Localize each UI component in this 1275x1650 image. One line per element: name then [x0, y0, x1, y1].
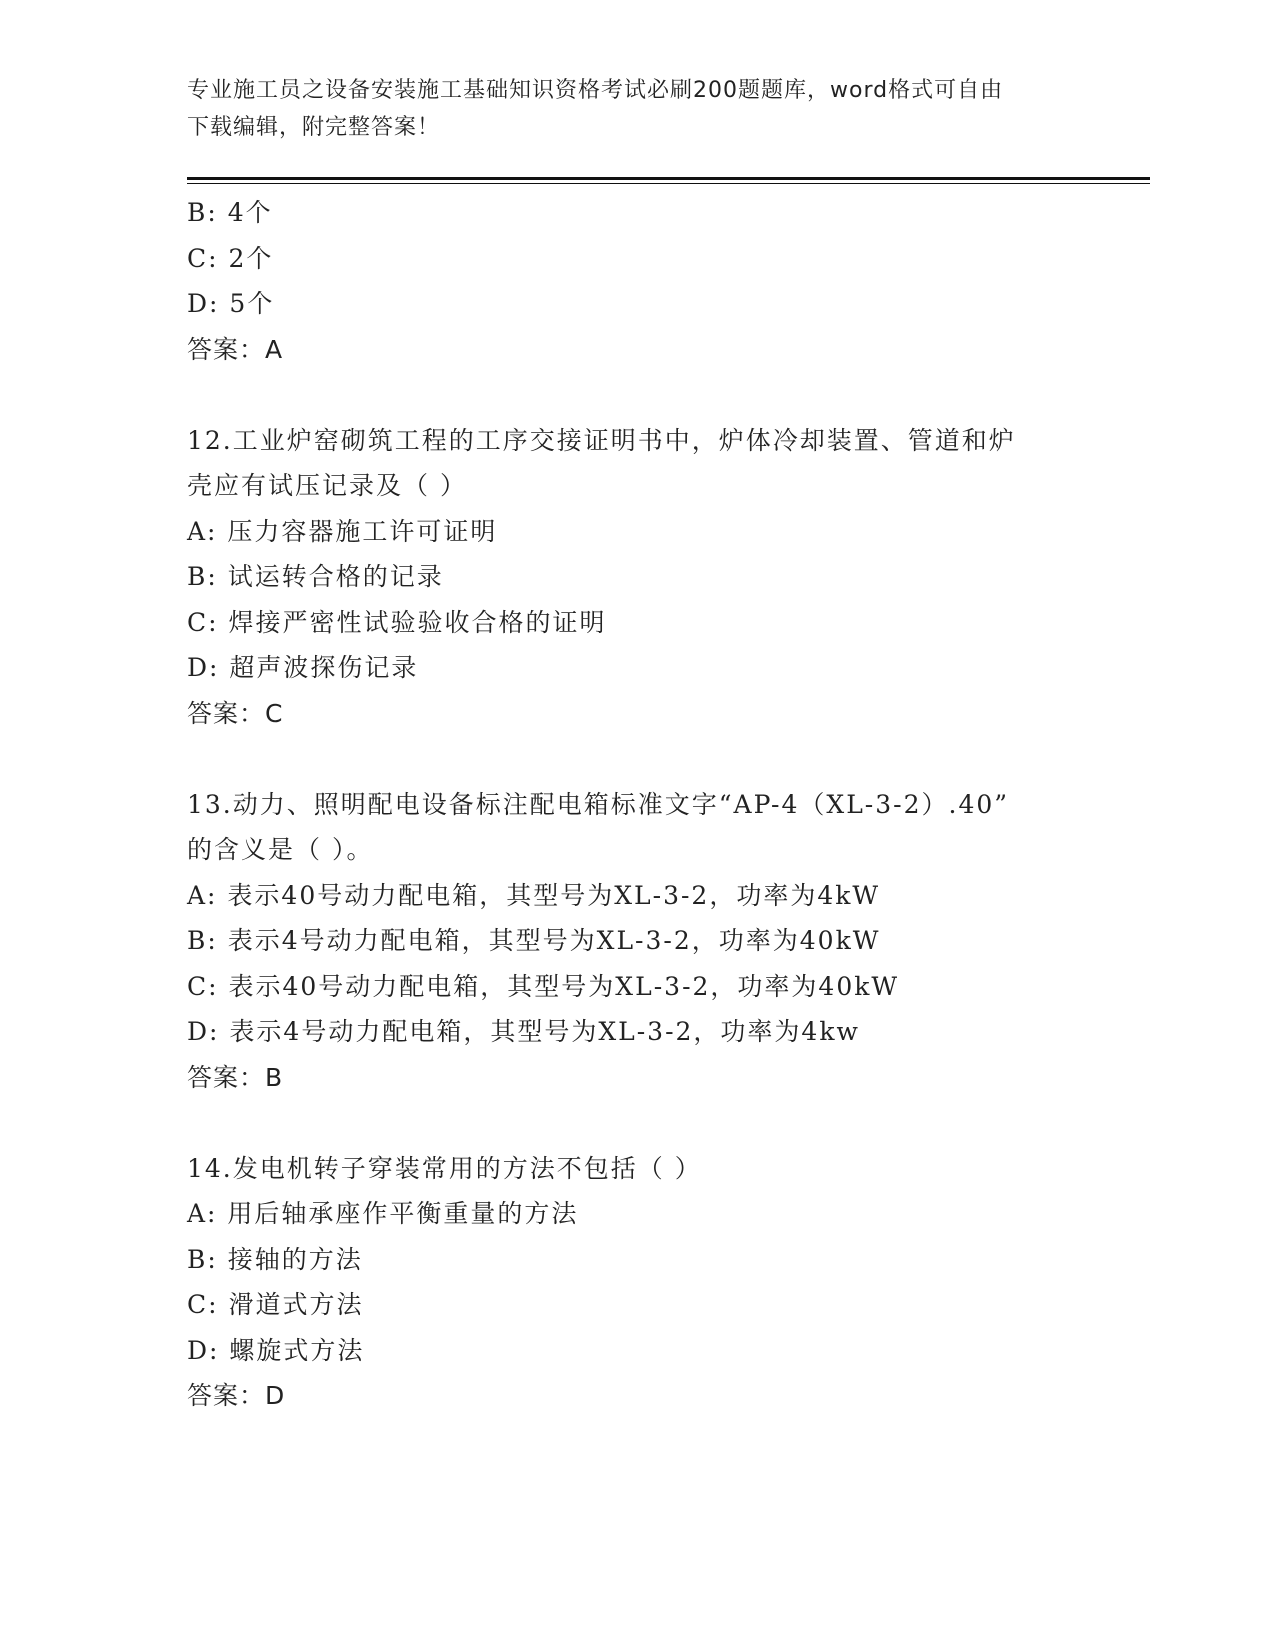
option-a: A: 压力容器施工许可证明 — [187, 516, 498, 546]
option-a: A: 用后轴承座作平衡重量的方法 — [187, 1199, 579, 1228]
answer-line: 答案：D — [187, 1381, 286, 1410]
answer-line: 答案：A — [187, 334, 284, 364]
option-d: D: 5个 — [187, 289, 275, 318]
question-12 — [187, 418, 1150, 737]
option-c: C: 焊接严密性试验验收合格的证明 — [187, 607, 607, 637]
prev-question-block — [187, 190, 1150, 372]
option-c: C: 2个 — [187, 243, 274, 273]
document-header — [187, 72, 1067, 146]
question-stem-line-1: 13.动力、照明配电设备标注配电箱标准文字“AP-4（XL-3-2）.40” — [187, 789, 1010, 819]
option-b: B: 试运转合格的记录 — [187, 562, 444, 591]
option-d: D: 螺旋式方法 — [187, 1335, 365, 1365]
question-stem-line-1: 14.发电机转子穿装常用的方法不包括（ ） — [187, 1153, 702, 1183]
question-stem-line-2: 的含义是（ ）。 — [187, 835, 374, 864]
answer-line: 答案：B — [187, 1062, 284, 1092]
question-stem-line-1: 12.工业炉窑砌筑工程的工序交接证明书中，炉体冷却装置、管道和炉 — [187, 425, 1016, 455]
header-line-2: 下载编辑，附完整答案！ — [187, 115, 441, 140]
question-14 — [187, 1146, 1150, 1419]
option-a: A: 表示40号动力配电箱，其型号为XL-3-2，功率为4kW — [187, 880, 881, 910]
question-13 — [187, 782, 1150, 1101]
option-b: B: 4个 — [187, 198, 273, 227]
header-divider-thick — [187, 177, 1150, 180]
spacer — [187, 372, 1150, 418]
question-list — [187, 190, 1150, 1419]
question-stem-line-2: 壳应有试压记录及（ ） — [187, 471, 467, 500]
answer-line: 答案：C — [187, 698, 284, 728]
spacer — [187, 736, 1150, 782]
option-d: D: 表示4号动力配电箱，其型号为XL-3-2，功率为4kw — [187, 1017, 860, 1046]
spacer — [187, 1100, 1150, 1146]
option-b: B: 表示4号动力配电箱，其型号为XL-3-2，功率为40kW — [187, 926, 881, 955]
option-c: C: 表示40号动力配电箱，其型号为XL-3-2，功率为40kW — [187, 971, 900, 1001]
option-b: B: 接轴的方法 — [187, 1244, 363, 1274]
header-divider-thin — [187, 183, 1150, 184]
option-d: D: 超声波探伤记录 — [187, 653, 419, 682]
option-c: C: 滑道式方法 — [187, 1290, 364, 1319]
header-line-1: 专业施工员之设备安装施工基础知识资格考试必刷200题题库，word格式可自由 — [187, 78, 1004, 103]
